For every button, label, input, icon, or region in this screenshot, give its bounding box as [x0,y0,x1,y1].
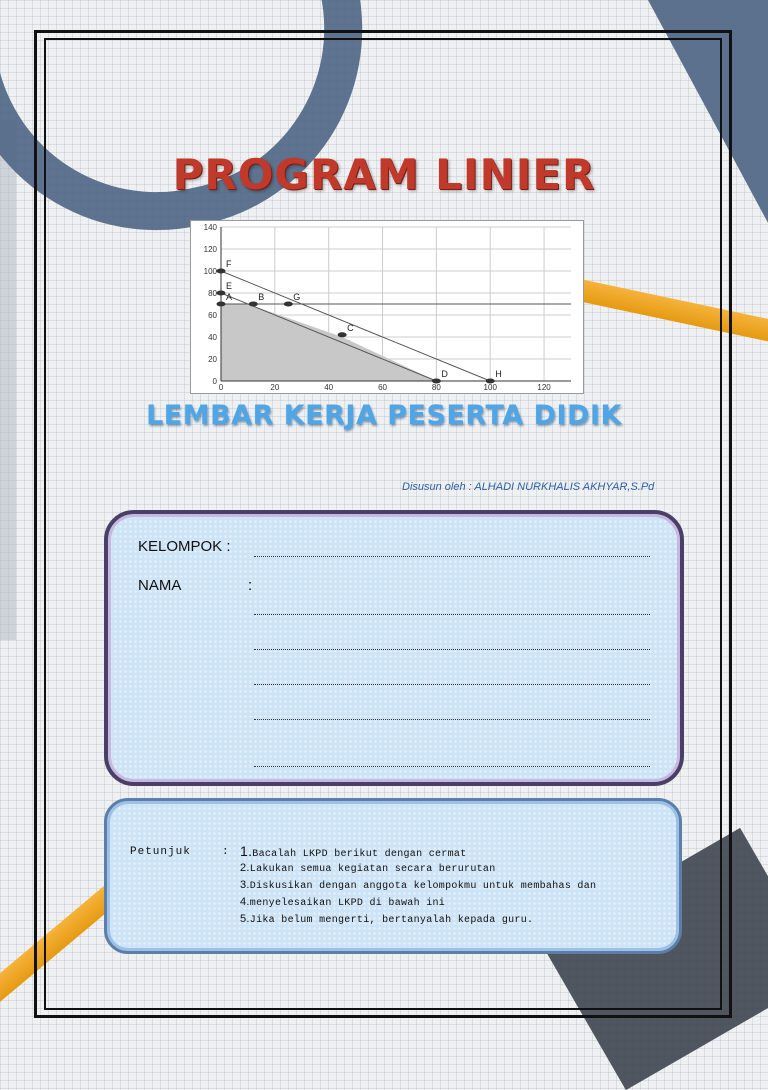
data-point [284,302,293,307]
data-point [432,379,441,384]
y-tick-label: 140 [203,223,217,232]
data-point [338,332,347,337]
x-tick-label: 0 [218,383,224,392]
name-input-line[interactable] [254,614,650,615]
author-credit: Disusun oleh : ALHADI NURKHALIS AKHYAR,S.Pd [402,481,655,493]
y-tick-label: 0 [212,377,217,386]
page-title: PROGRAM LINIER [172,150,596,199]
data-point [217,269,226,274]
x-tick-label: 60 [378,383,387,392]
y-tick-label: 100 [203,267,217,276]
page-subtitle: LEMBAR KERJA PESERTA DIDIK [146,400,622,431]
name-input-line[interactable] [254,684,650,685]
instructions-label: Petunjuk [130,846,191,858]
point-label: F [226,259,232,269]
point-label: B [258,292,265,302]
point-label: G [293,292,301,302]
group-input-line[interactable] [254,556,650,557]
x-tick-label: 120 [537,383,551,392]
instruction-item: 2.Lakukan semua kegiatan secara berurutan [240,862,496,875]
instruction-item: 3.Diskusikan dengan anggota kelompokmu untuk membahas dan [240,879,597,892]
instructions-colon: : [222,846,229,858]
linear-program-chart [190,220,584,394]
instruction-item: 4.menyelesaikan LKPD di bawah ini [240,896,446,909]
name-input-line[interactable] [254,649,650,650]
name-input-line[interactable] [254,719,650,720]
point-label: C [347,322,354,333]
data-point [486,379,495,384]
chart-svg [191,221,583,393]
y-tick-label: 40 [208,333,217,342]
data-point [249,302,258,307]
x-tick-label: 20 [270,383,280,392]
data-point [217,302,226,307]
point-label: A [226,292,233,302]
y-tick-label: 60 [208,311,217,320]
y-tick-label: 80 [208,289,217,298]
point-label: D [441,369,448,379]
y-tick-label: 20 [208,355,217,364]
instruction-item: 1.Bacalah LKPD berikut dengan cermat [240,843,467,860]
group-label: KELOMPOK : [138,538,231,555]
instructions-list [240,843,596,928]
x-tick-label: 40 [324,383,334,392]
instruction-item: 5.Jika belum mengerti, bertanyalah kepada guru. [240,913,534,926]
name-colon: : [248,577,253,594]
point-label: E [226,281,233,291]
y-tick-label: 120 [203,245,217,254]
point-label: H [495,369,502,379]
name-label: NAMA [138,577,182,594]
x-tick-label: 100 [483,383,497,392]
x-tick-label: 80 [431,383,441,392]
name-input-line[interactable] [254,766,650,767]
data-point [217,291,226,296]
